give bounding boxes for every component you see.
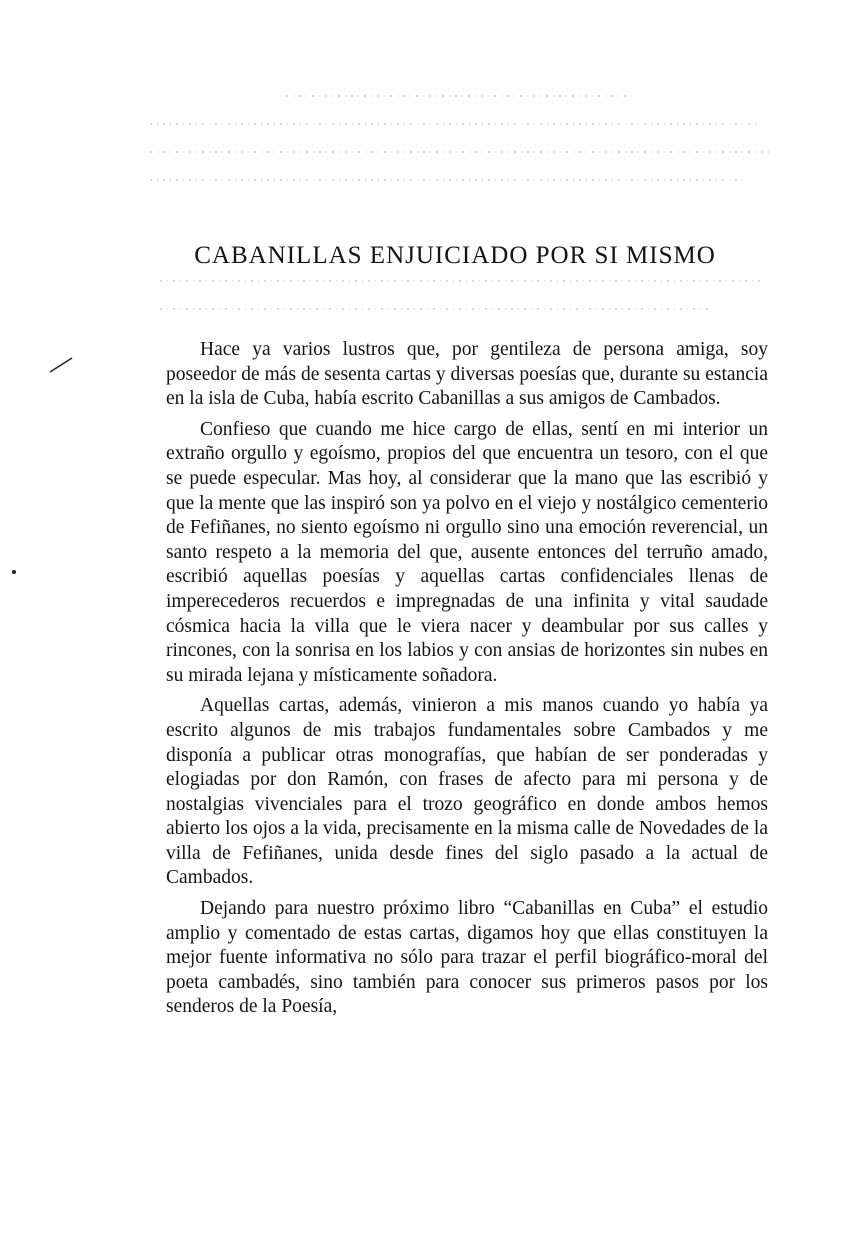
page-title: CABANILLAS ENJUICIADO POR SI MISMO xyxy=(194,242,716,269)
body-text xyxy=(166,338,768,1026)
margin-pencil-mark xyxy=(48,356,74,374)
paragraph-2: Confieso que cuando me hice cargo de ellas, sentí en mi interior un extraño orgullo y egoísmo, propios del que encuentra un tesoro, con el que se puede especular. Mas hoy, al considerar que la mano que las escribió y que la mente que las inspiró son ya polvo en el viejo y nostálgico cementerio de Fefiñanes, no siento egoísmo ni orgullo sino una emoción reverencial, un santo respeto a la memoria del que, ausente entonces del terruño amado, escribió aquellas poesías y aquellas cartas confidenciales llenas de imperecederos recuerdos e impregnadas de una infinita y vital saudade cósmica hacia la villa que le viera nacer y deambular por sus calles y rincones, con la sonrisa en los labios y con ansias de horizontes sin nubes en su mirada lejana y místicamente soñadora. xyxy=(166,418,768,686)
margin-dot-mark xyxy=(12,570,16,574)
show-through-text-top xyxy=(150,95,770,215)
paragraph-3: Aquellas cartas, además, vinieron a mis manos cuando yo había ya escrito algunos de mis trabajos fundamentales sobre Cambados y me disponía a publicar otras monografías, que habían de ser ponderadas y elogiadas por don Ramón, con frases de afecto para mi persona y de nostalgias vivenciales para el trozo geográfico en donde ambos hemos abierto los ojos a la vida, precisamente en la misma calle de Novedades de la villa de Fefiñanes, unida desde fines del siglo pasado a la actual de Cambados. xyxy=(166,695,768,889)
paragraph-1: Hace ya varios lustros que, por gentileza de persona amiga, soy poseedor de más de sesenta cartas y diversas poesías que, durante su estancia en la isla de Cuba, había escrito Cabanillas a sus amigos de Cambados. xyxy=(166,339,768,410)
paragraph-4: Dejando para nuestro próximo libro “Cabanillas en Cuba” el estudio amplio y comentado de estas cartas, digamos hoy que ellas constituyen la mejor fuente informativa no sólo para trazar el perfil biográfico-moral del poeta cambadés, sino también para conocer sus primeros pasos por los senderos de la Poesía, xyxy=(166,898,768,1018)
